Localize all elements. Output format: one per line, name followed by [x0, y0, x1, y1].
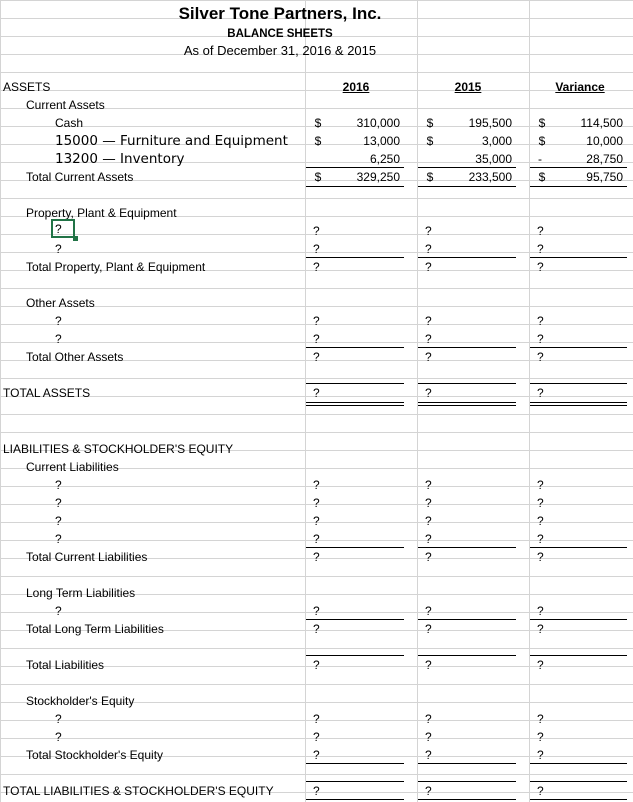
cell-placeholder[interactable]: ?: [425, 532, 432, 546]
cell-placeholder[interactable]: ?: [537, 496, 544, 510]
row-label-total-other-assets[interactable]: Total Other Assets: [26, 350, 124, 364]
cell-placeholder[interactable]: ?: [537, 730, 544, 744]
currency-symbol: $: [314, 170, 322, 184]
row-label-placeholder[interactable]: ?: [55, 332, 62, 346]
cell-total-other-assets[interactable]: ?: [425, 350, 432, 364]
column-border: [529, 0, 530, 802]
cell-total-liabilities[interactable]: ?: [425, 658, 432, 672]
cell-total-liabilities[interactable]: ?: [313, 658, 320, 672]
group-heading-current-liabilities[interactable]: Current Liabilities: [26, 460, 119, 474]
group-heading-stockholders-equity[interactable]: Stockholder's Equity: [26, 694, 135, 708]
cell-placeholder[interactable]: ?: [537, 242, 544, 256]
currency-symbol: $: [538, 116, 546, 130]
column-border: [305, 0, 306, 802]
cell-placeholder[interactable]: ?: [425, 514, 432, 528]
column-header-2015[interactable]: 2015: [454, 80, 482, 94]
cell-total-long-term-liabilities[interactable]: ?: [313, 622, 320, 636]
cell-total-liabilities-equity[interactable]: ?: [313, 784, 320, 798]
cell-placeholder[interactable]: ?: [425, 496, 432, 510]
row-label-placeholder[interactable]: ?: [55, 712, 62, 726]
row-label-furniture-equipment[interactable]: 15000 — Furniture and Equipment: [55, 133, 288, 149]
cell-placeholder[interactable]: ?: [425, 712, 432, 726]
currency-symbol: $: [426, 134, 434, 148]
fill-handle[interactable]: [73, 236, 78, 241]
cell-placeholder[interactable]: ?: [425, 224, 432, 238]
cell-total-stockholders-equity[interactable]: ?: [313, 748, 320, 762]
row-label-cash[interactable]: Cash: [55, 116, 84, 130]
cell-placeholder[interactable]: ?: [537, 314, 544, 328]
row-label-total-assets[interactable]: TOTAL ASSETS: [3, 386, 91, 400]
cell-placeholder[interactable]: ?: [313, 604, 320, 618]
cell-total-ppe[interactable]: ?: [425, 260, 432, 274]
cell-total-other-assets[interactable]: ?: [537, 350, 544, 364]
cell-placeholder[interactable]: ?: [313, 314, 320, 328]
cell-furniture-2016[interactable]: 13,000: [363, 134, 400, 148]
cell-placeholder[interactable]: ?: [537, 604, 544, 618]
cell-placeholder[interactable]: ?: [313, 532, 320, 546]
cell-total-current-liabilities[interactable]: ?: [313, 550, 320, 564]
cell-total-stockholders-equity[interactable]: ?: [537, 748, 544, 762]
double-rule: [530, 799, 627, 800]
cell-total-other-assets[interactable]: ?: [313, 350, 320, 364]
cell-placeholder[interactable]: ?: [425, 478, 432, 492]
report-title: BALANCE SHEETS: [227, 28, 333, 40]
cell-cash-2016[interactable]: 310,000: [356, 116, 400, 130]
cell-placeholder[interactable]: ?: [537, 532, 544, 546]
cell-placeholder[interactable]: ?: [537, 332, 544, 346]
row-label-placeholder[interactable]: ?: [55, 478, 62, 492]
row-label-total-liabilities-equity[interactable]: TOTAL LIABILITIES & STOCKHOLDER'S EQUITY: [3, 784, 274, 798]
row-label-total-stockholders-equity[interactable]: Total Stockholder's Equity: [26, 748, 164, 762]
cell-total-assets[interactable]: ?: [425, 386, 432, 400]
subtotal-rule: [306, 763, 404, 764]
cell-placeholder[interactable]: ?: [313, 730, 320, 744]
cell-total-current-assets-2015[interactable]: 233,500: [468, 170, 512, 184]
cell-placeholder[interactable]: ?: [313, 478, 320, 492]
group-heading-current-assets[interactable]: Current Assets: [26, 98, 105, 112]
double-rule: [306, 799, 404, 800]
cell-inventory-variance[interactable]: 28,750: [586, 152, 623, 166]
cell-placeholder[interactable]: ?: [425, 332, 432, 346]
cell-placeholder[interactable]: ?: [313, 496, 320, 510]
cell-cash-variance[interactable]: 114,500: [580, 116, 623, 130]
double-rule: [418, 402, 516, 403]
total-rule: [418, 186, 516, 187]
row-label-total-long-term-liabilities[interactable]: Total Long Term Liabilities: [26, 622, 164, 636]
row-label-total-liabilities[interactable]: Total Liabilities: [26, 658, 105, 672]
group-heading-long-term-liabilities[interactable]: Long Term Liabilities: [26, 586, 136, 600]
cell-placeholder[interactable]: ?: [425, 314, 432, 328]
currency-symbol: $: [538, 170, 546, 184]
subtotal-rule: [530, 763, 627, 764]
column-border: [417, 0, 418, 802]
cell-furniture-2015[interactable]: 3,000: [481, 134, 512, 148]
cell-placeholder[interactable]: ?: [537, 712, 544, 726]
currency-symbol: $: [538, 134, 546, 148]
double-rule: [306, 402, 404, 403]
cell-inventory-2015[interactable]: 35,000: [475, 152, 512, 166]
column-header-2016[interactable]: 2016: [342, 80, 370, 94]
total-rule: [530, 186, 627, 187]
group-heading-other-assets[interactable]: Other Assets: [26, 296, 95, 310]
currency-symbol: $: [314, 134, 322, 148]
row-label-total-current-liabilities[interactable]: Total Current Liabilities: [26, 550, 148, 564]
row-label-total-current-assets[interactable]: Total Current Assets: [26, 170, 134, 184]
currency-symbol: $: [426, 116, 434, 130]
cell-total-ppe[interactable]: ?: [537, 260, 544, 274]
cell-total-ppe[interactable]: ?: [313, 260, 320, 274]
currency-symbol: $: [314, 116, 322, 130]
cell-inventory-2016[interactable]: 6,250: [369, 152, 400, 166]
double-rule: [418, 405, 516, 406]
row-label-placeholder[interactable]: ?: [55, 730, 62, 744]
cell-placeholder[interactable]: ?: [537, 514, 544, 528]
subtotal-rule: [418, 763, 516, 764]
section-heading-liabilities-equity[interactable]: LIABILITIES & STOCKHOLDER'S EQUITY: [3, 442, 234, 456]
cell-placeholder[interactable]: ?: [425, 730, 432, 744]
cell-total-current-assets-2016[interactable]: 329,250: [356, 170, 400, 184]
cell-total-current-liabilities[interactable]: ?: [537, 550, 544, 564]
section-heading-assets[interactable]: ASSETS: [3, 80, 51, 94]
cell-total-liabilities[interactable]: ?: [537, 658, 544, 672]
cell-placeholder[interactable]: ?: [537, 224, 544, 238]
cell-total-long-term-liabilities[interactable]: ?: [425, 622, 432, 636]
company-name: Silver Tone Partners, Inc.: [178, 4, 382, 23]
row-label-inventory[interactable]: 13200 — Inventory: [55, 151, 185, 167]
double-rule: [306, 405, 404, 406]
cell-total-liabilities-equity[interactable]: ?: [537, 784, 544, 798]
cell-total-assets[interactable]: ?: [313, 386, 320, 400]
cell-total-long-term-liabilities[interactable]: ?: [537, 622, 544, 636]
cell-placeholder[interactable]: ?: [425, 604, 432, 618]
row-label-total-ppe[interactable]: Total Property, Plant & Equipment: [26, 260, 206, 274]
row-label-placeholder[interactable]: ?: [55, 514, 62, 528]
cell-total-current-liabilities[interactable]: ?: [425, 550, 432, 564]
cell-placeholder[interactable]: ?: [313, 242, 320, 256]
row-label-placeholder[interactable]: ?: [55, 532, 62, 546]
cell-placeholder[interactable]: ?: [313, 514, 320, 528]
double-rule: [418, 799, 516, 800]
cell-placeholder[interactable]: ?: [313, 224, 320, 238]
currency-symbol: $: [426, 170, 434, 184]
active-cell-selection[interactable]: [51, 219, 75, 238]
double-rule: [530, 402, 627, 403]
cell-total-liabilities-equity[interactable]: ?: [425, 784, 432, 798]
cell-placeholder[interactable]: ?: [537, 478, 544, 492]
cell-total-assets[interactable]: ?: [537, 386, 544, 400]
total-rule: [306, 186, 404, 187]
cell-total-current-assets-variance[interactable]: 95,750: [586, 170, 623, 184]
row-label-placeholder[interactable]: ?: [55, 604, 62, 618]
cell-placeholder[interactable]: ?: [313, 332, 320, 346]
group-heading-ppe[interactable]: Property, Plant & Equipment: [26, 206, 177, 220]
row-label-placeholder[interactable]: ?: [55, 496, 62, 510]
column-header-variance[interactable]: Variance: [555, 80, 605, 94]
row-label-placeholder[interactable]: ?: [55, 222, 62, 236]
cell-placeholder[interactable]: ?: [425, 242, 432, 256]
cell-furniture-variance[interactable]: 10,000: [586, 134, 623, 148]
report-date: As of December 31, 2016 & 2015: [183, 43, 377, 58]
negative-marker: -: [538, 152, 542, 166]
cell-cash-2015[interactable]: 195,500: [468, 116, 512, 130]
row-label-placeholder[interactable]: ?: [55, 314, 62, 328]
row-label-placeholder[interactable]: ?: [55, 242, 62, 256]
double-rule: [530, 405, 627, 406]
cell-total-stockholders-equity[interactable]: ?: [425, 748, 432, 762]
cell-placeholder[interactable]: ?: [313, 712, 320, 726]
